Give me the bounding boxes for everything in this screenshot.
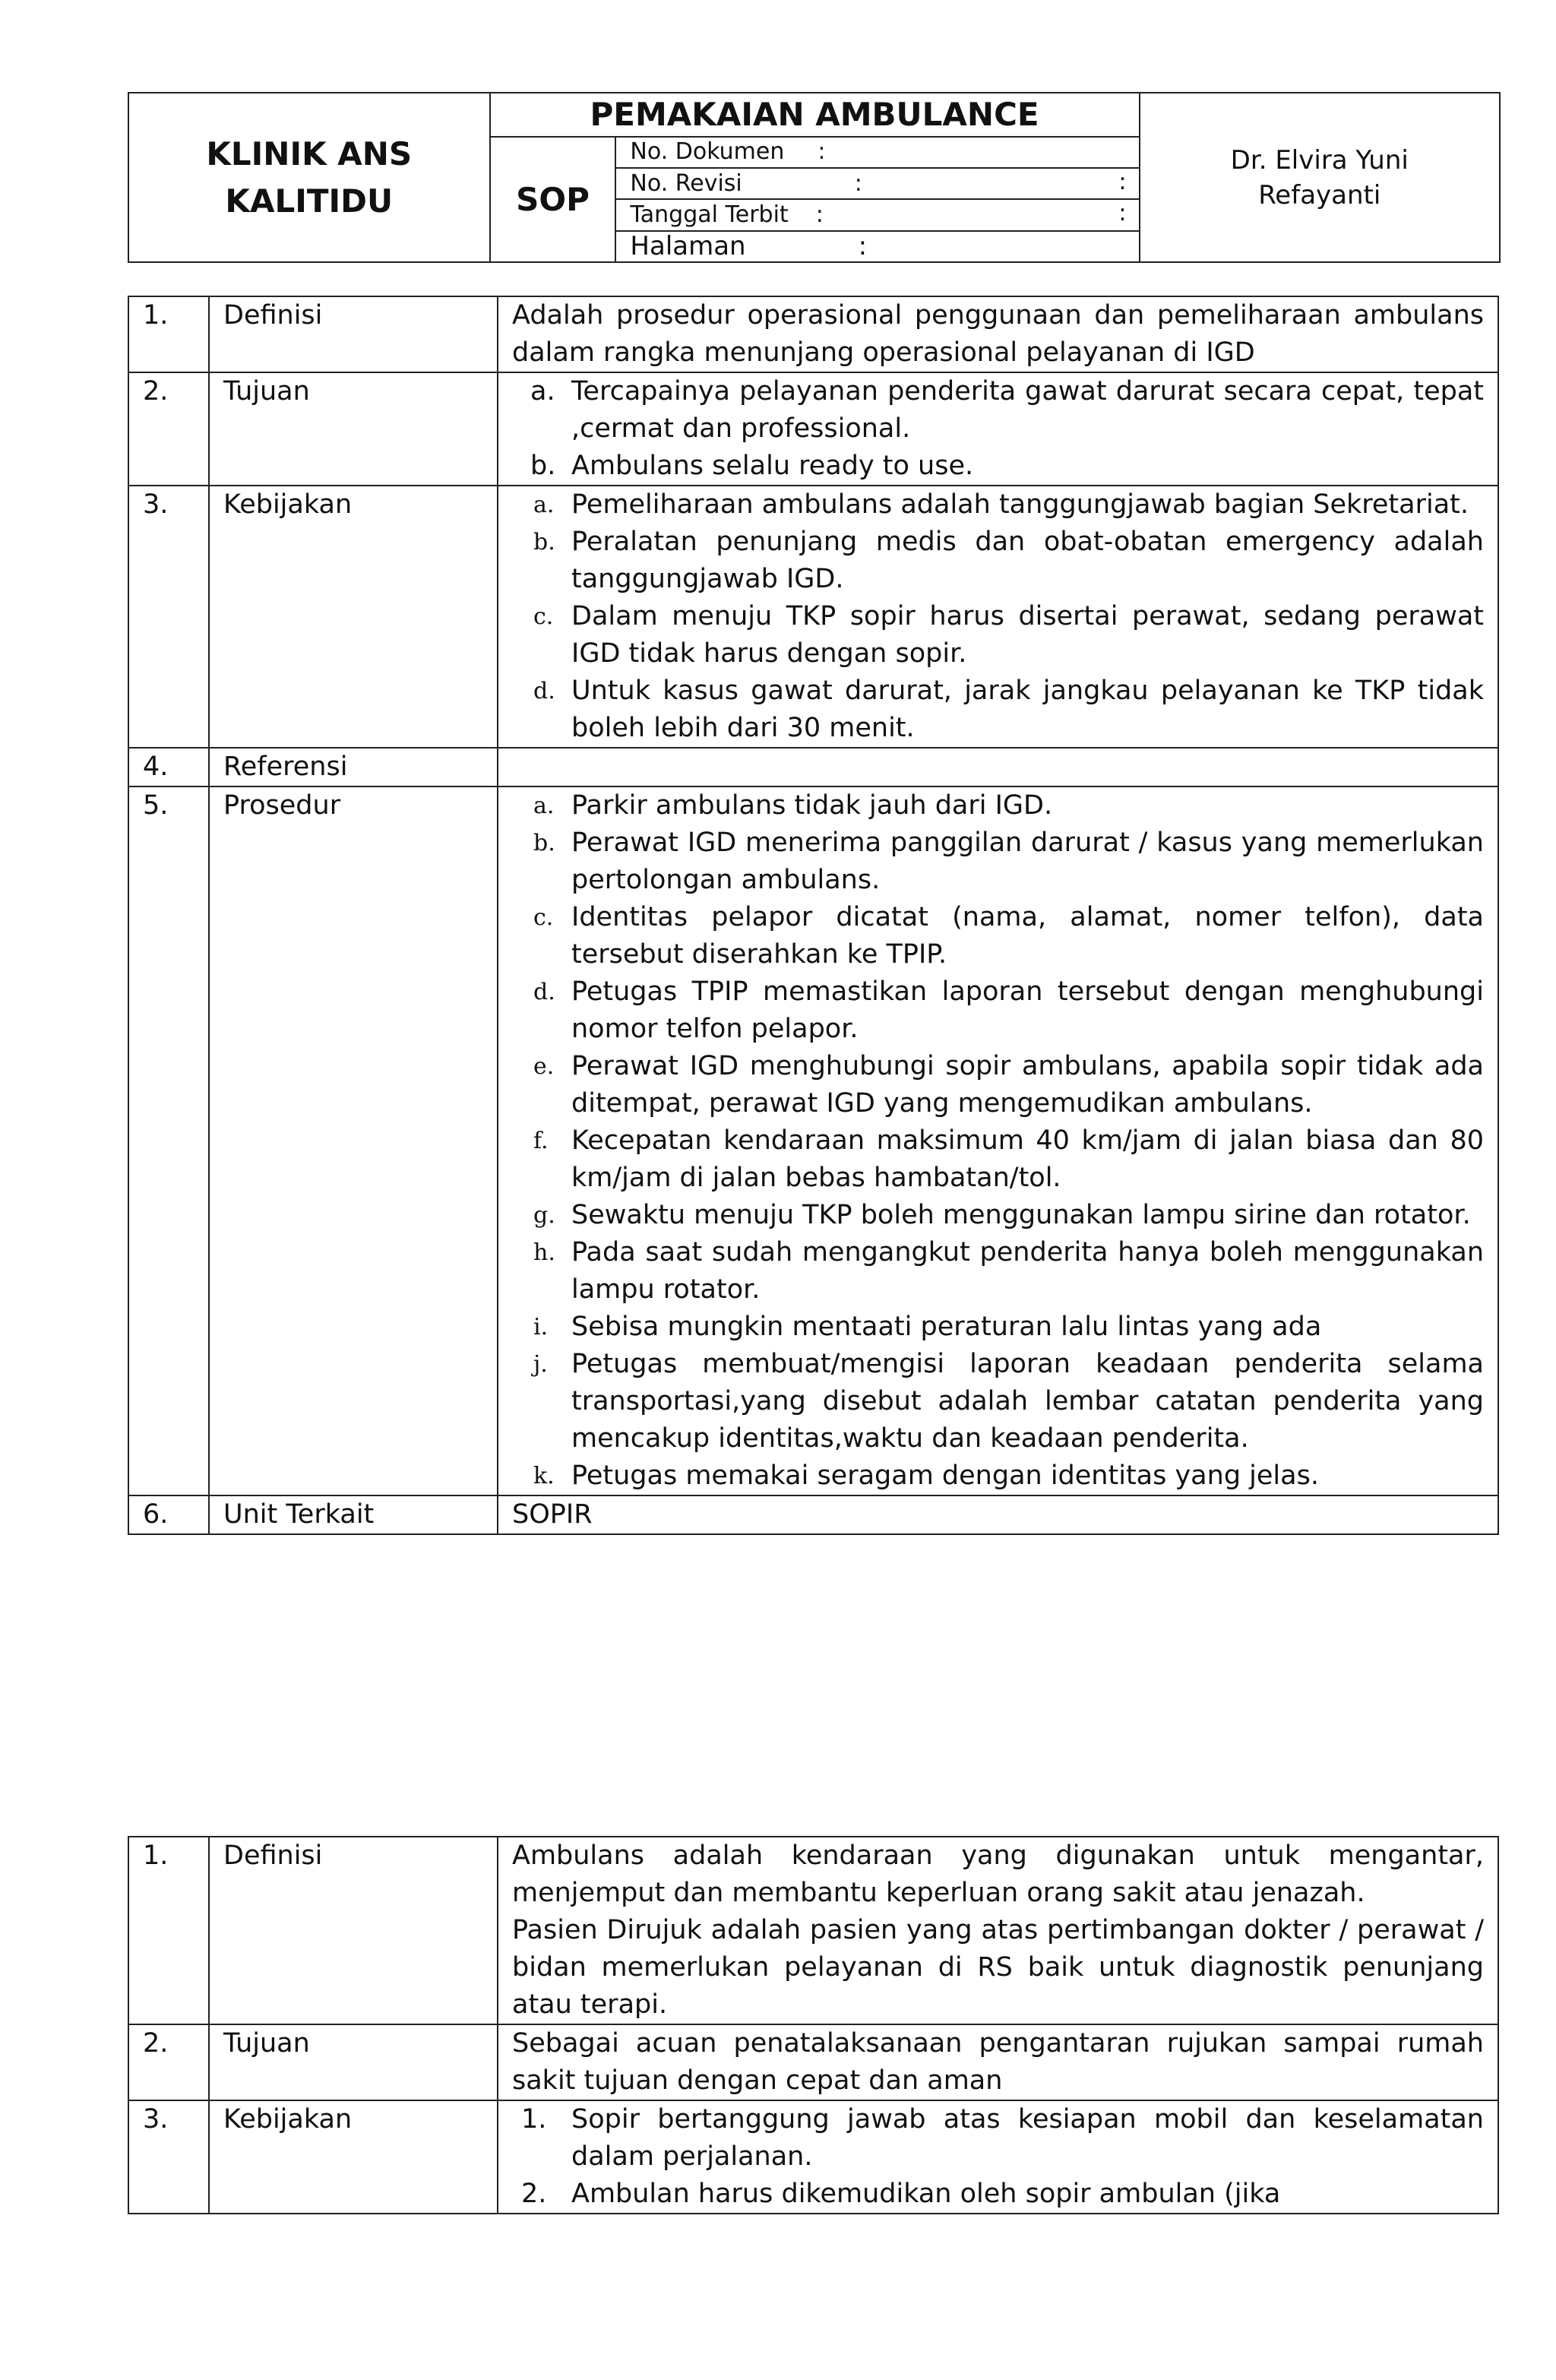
- row-label: Prosedur: [209, 786, 498, 1495]
- tanggal-terbit-colon: :: [815, 201, 824, 229]
- list-marker: f.: [533, 1128, 549, 1154]
- list-text: Sebisa mungkin mentaati peraturan lalu lintas yang ada: [571, 1312, 1322, 1342]
- halaman-colon: :: [858, 231, 868, 262]
- list-item: [512, 2176, 1484, 2213]
- approver-line2: Refayanti: [1258, 179, 1381, 210]
- list-text: Ambulan harus dikemudikan oleh sopir ambulan (jika: [571, 2179, 1281, 2209]
- paragraph: Pasien Dirujuk adalah pasien yang atas pertimbangan dokter / perawat / bidan memerlukan pelayanan di RS baik untuk diagnostik penunjang atau terapi.: [512, 1915, 1484, 2020]
- list-item: [512, 2101, 1484, 2176]
- row-label: Tujuan: [209, 372, 498, 486]
- list-text: Petugas memakai seragam dengan identitas yang jelas.: [571, 1461, 1319, 1491]
- list-item: [512, 1309, 1484, 1346]
- row-label: Kebijakan: [209, 486, 498, 748]
- row-number: 2.: [128, 372, 209, 486]
- clinic-name-line2: KALITIDU: [225, 182, 394, 220]
- no-revisi-row: [615, 168, 1139, 199]
- list-item: [512, 787, 1484, 824]
- list-item: [512, 973, 1484, 1048]
- list-marker: c.: [533, 904, 554, 931]
- tujuan-list: [512, 373, 1484, 485]
- list-text: Dalam menuju TKP sopir harus disertai perawat, sedang perawat IGD tidak harus dengan sopir.: [571, 601, 1484, 669]
- row-tujuan: [128, 372, 1498, 486]
- row-definisi: [128, 296, 1498, 372]
- tanggal-terbit-row: [615, 199, 1139, 230]
- list-marker: a.: [533, 793, 555, 819]
- referensi-text: [498, 748, 1498, 786]
- kebijakan-list-cell: [498, 486, 1498, 748]
- tanggal-terbit-label: Tanggal Terbit: [630, 201, 789, 229]
- document-title: PEMAKAIAN AMBULANCE: [490, 93, 1140, 137]
- list-marker: c.: [533, 603, 554, 630]
- row-tujuan: [128, 2024, 1498, 2100]
- kebijakan-list: [512, 2101, 1484, 2213]
- list-item: [512, 448, 1484, 485]
- definisi-text: Adalah prosedur operasional penggunaan dan pemeliharaan ambulans dalam rangka menunjang operasional pelayanan di IGD: [498, 296, 1498, 372]
- list-text: Sewaktu menuju TKP boleh menggunakan lampu sirine dan rotator.: [571, 1200, 1471, 1230]
- list-marker: e.: [533, 1053, 555, 1080]
- row-number: 5.: [128, 786, 209, 1495]
- list-text: Ambulans selalu ready to use.: [571, 451, 974, 481]
- list-marker: a.: [530, 376, 555, 407]
- list-text: Untuk kasus gawat darurat, jarak jangkau pelayanan ke TKP tidak boleh lebih dari 30 menit.: [571, 676, 1484, 743]
- list-marker: 2.: [521, 2179, 547, 2209]
- unit-terkait-text: SOPIR: [498, 1495, 1498, 1534]
- list-marker: 1.: [521, 2104, 547, 2135]
- list-text: Petugas membuat/mengisi laporan keadaan penderita selama transportasi,yang disebut adalah lembar catatan penderita yang mencakup identitas,waktu dan keadaan penderita.: [571, 1349, 1484, 1454]
- list-item: [512, 1346, 1484, 1457]
- prosedur-list-cell: [498, 786, 1498, 1495]
- tujuan-text: Sebagai acuan penatalaksanaan pengantaran rujukan sampai rumah sakit tujuan dengan cepat dan aman: [498, 2024, 1498, 2100]
- no-dokumen-row: [615, 137, 1139, 168]
- list-text: Peralatan penunjang medis dan obat-obatan emergency adalah tanggungjawab IGD.: [571, 527, 1484, 594]
- row-label: Definisi: [209, 296, 498, 372]
- list-item: [512, 486, 1484, 524]
- list-marker: b.: [533, 529, 555, 555]
- definisi-text: [498, 1837, 1498, 2024]
- list-item: [512, 373, 1484, 448]
- tanggal-terbit-colon-end: :: [1118, 200, 1127, 227]
- list-marker: a.: [533, 492, 555, 518]
- list-text: Identitas pelapor dicatat (nama, alamat, nomer telfon), data tersebut diserahkan ke TPIP.: [571, 902, 1484, 970]
- document-header: [128, 92, 1501, 263]
- row-prosedur: [128, 786, 1498, 1495]
- list-marker: b.: [530, 451, 556, 481]
- row-number: 1.: [128, 296, 209, 372]
- no-dokumen-label: No. Dokumen: [630, 138, 785, 166]
- list-marker: b.: [533, 830, 555, 856]
- list-marker: k.: [533, 1463, 555, 1489]
- list-item: [512, 598, 1484, 673]
- approver-line1: Dr. Elvira Yuni: [1230, 144, 1409, 176]
- row-label: Definisi: [209, 1837, 498, 2024]
- clinic-name: [128, 93, 490, 262]
- list-item: [512, 1457, 1484, 1495]
- list-text: Kecepatan kendaraan maksimum 40 km/jam di jalan biasa dan 80 km/jam di jalan bebas hambatan/tol.: [571, 1125, 1484, 1193]
- row-number: 1.: [128, 1837, 209, 2024]
- list-marker: g.: [533, 1202, 555, 1229]
- list-item: [512, 1234, 1484, 1309]
- list-item: [512, 524, 1484, 598]
- list-text: Sopir bertanggung jawab atas kesiapan mobil dan keselamatan dalam perjalanan.: [571, 2104, 1484, 2172]
- row-unit-terkait: [128, 1495, 1498, 1534]
- row-referensi: [128, 748, 1498, 786]
- row-kebijakan: [128, 2100, 1498, 2214]
- sop-content-table-2: [128, 1836, 1499, 2214]
- halaman-label: Halaman: [630, 231, 746, 262]
- no-dokumen-colon: :: [818, 138, 826, 166]
- approver: [1140, 93, 1500, 262]
- clinic-name-line1: KLINIK ANS: [206, 135, 413, 172]
- list-item: [512, 673, 1484, 747]
- row-label: Tujuan: [209, 2024, 498, 2100]
- list-text: Petugas TPIP memastikan laporan tersebut dengan menghubungi nomor telfon pelapor.: [571, 976, 1484, 1044]
- list-text: Pada saat sudah mengangkut penderita hanya boleh menggunakan lampu rotator.: [571, 1237, 1484, 1305]
- row-number: 2.: [128, 2024, 209, 2100]
- no-revisi-colon: :: [854, 169, 862, 197]
- list-text: Perawat IGD menghubungi sopir ambulans, apabila sopir tidak ada ditempat, perawat IGD yang mengemudikan ambulans.: [571, 1051, 1484, 1119]
- list-marker: d.: [533, 678, 555, 704]
- list-item: [512, 1197, 1484, 1234]
- paragraph: Ambulans adalah kendaraan yang digunakan untuk mengantar, menjemput dan membantu keperluan orang sakit atau jenazah.: [512, 1840, 1484, 1908]
- row-kebijakan: [128, 486, 1498, 748]
- list-item: [512, 1122, 1484, 1197]
- kebijakan-list: [512, 486, 1484, 747]
- row-number: 3.: [128, 486, 209, 748]
- list-marker: i.: [533, 1314, 549, 1340]
- row-number: 3.: [128, 2100, 209, 2214]
- row-label: Referensi: [209, 748, 498, 786]
- list-marker: j.: [533, 1351, 548, 1378]
- prosedur-list: [512, 787, 1484, 1495]
- sop-label: SOP: [490, 137, 616, 262]
- list-marker: h.: [533, 1239, 555, 1266]
- halaman-row: [615, 231, 1139, 262]
- row-definisi: [128, 1837, 1498, 2024]
- row-number: 4.: [128, 748, 209, 786]
- list-text: Pemeliharaan ambulans adalah tanggungjawab bagian Sekretariat.: [571, 489, 1469, 520]
- list-text: Parkir ambulans tidak jauh dari IGD.: [571, 790, 1053, 821]
- list-item: [512, 899, 1484, 973]
- tujuan-list-cell: [498, 372, 1498, 486]
- list-text: Tercapainya pelayanan penderita gawat darurat secara cepat, tepat ,cermat dan professional.: [571, 376, 1484, 444]
- list-text: Perawat IGD menerima panggilan darurat / kasus yang memerlukan pertolongan ambulans.: [571, 828, 1484, 895]
- list-item: [512, 824, 1484, 899]
- list-marker: d.: [533, 979, 555, 1005]
- no-revisi-label: No. Revisi: [630, 169, 742, 197]
- row-label: Unit Terkait: [209, 1495, 498, 1534]
- row-number: 6.: [128, 1495, 209, 1534]
- row-label: Kebijakan: [209, 2100, 498, 2214]
- kebijakan-list-cell: [498, 2100, 1498, 2214]
- sop-content-table: [128, 296, 1499, 1535]
- list-item: [512, 1048, 1484, 1122]
- no-revisi-colon-end: :: [1118, 169, 1127, 196]
